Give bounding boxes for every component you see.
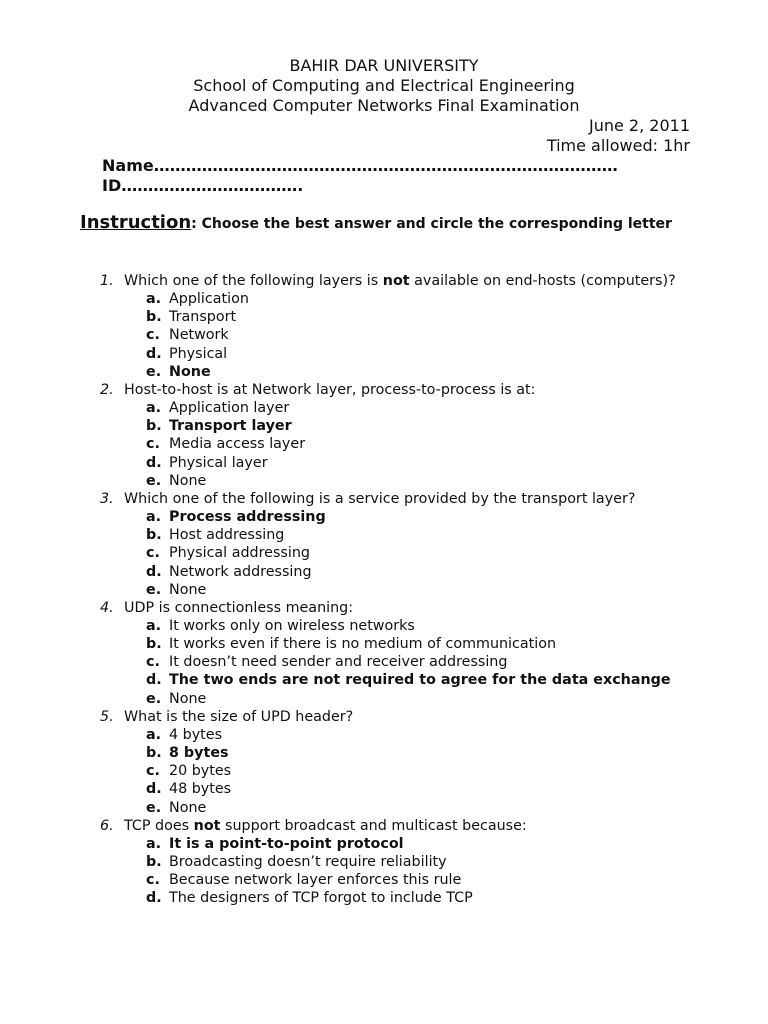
option-text: Network — [169, 327, 229, 344]
question-text — [124, 599, 680, 617]
id-field: ID……………………………. — [102, 176, 304, 195]
question-stem — [100, 708, 680, 726]
option-text: Transport — [169, 309, 237, 326]
question-text-emphasis: not — [382, 273, 410, 289]
answer-option — [146, 563, 680, 581]
option-text: Because network layer enforces this rule — [169, 872, 462, 889]
answer-option — [146, 290, 680, 308]
answer-option — [146, 363, 680, 381]
answer-options — [146, 290, 680, 381]
option-letter: c. — [146, 763, 160, 780]
question-text — [124, 490, 680, 508]
option-text-correct: The two ends are not required to agree for the data exchange — [169, 672, 671, 689]
option-text: It works only on wireless networks — [169, 617, 415, 634]
question-1 — [100, 272, 680, 381]
question-text-part: Which one of the following layers is — [124, 273, 383, 289]
option-text: Physical addressing — [169, 545, 310, 562]
option-letter: c. — [146, 436, 160, 453]
option-letter: b. — [146, 418, 162, 435]
option-letter: d. — [146, 454, 162, 471]
option-text: 20 bytes — [169, 763, 232, 780]
option-letter: b. — [146, 309, 162, 326]
answer-option — [146, 799, 680, 817]
answer-option — [146, 853, 680, 871]
exam-title: Advanced Computer Networks Final Examination — [188, 96, 580, 115]
option-text-correct: Process addressing — [169, 509, 326, 526]
option-text: 4 bytes — [169, 726, 223, 743]
question-stem — [100, 272, 680, 290]
option-text: Physical — [169, 345, 228, 362]
option-letter: b. — [146, 745, 162, 762]
option-letter: e. — [146, 363, 162, 380]
option-letter: a. — [146, 726, 162, 743]
answer-options — [146, 399, 680, 490]
option-text: Host addressing — [169, 527, 285, 544]
question-4 — [100, 599, 680, 708]
question-text-part: TCP does — [124, 817, 194, 834]
option-text-correct: Transport layer — [169, 418, 292, 435]
option-text: 48 bytes — [169, 781, 232, 798]
option-letter: a. — [146, 617, 162, 634]
option-letter: a. — [146, 509, 162, 526]
instruction-text: : Choose the best answer and circle the corresponding letter — [191, 216, 672, 232]
instruction — [80, 214, 690, 233]
option-text: Broadcasting doesn’t require reliability — [169, 854, 447, 870]
option-text: None — [169, 581, 207, 598]
question-text-part: Which one of the following is a service provided by the transport layer? — [124, 490, 636, 507]
question-number: 2. — [100, 381, 114, 398]
answer-option — [146, 581, 680, 599]
answer-options — [146, 726, 680, 817]
answer-option — [146, 417, 680, 435]
question-text-part: available on end-hosts (computers)? — [409, 273, 676, 289]
option-letter: d. — [146, 672, 162, 689]
option-text-correct: None — [169, 363, 211, 380]
answer-options — [146, 508, 680, 599]
answer-option — [146, 472, 680, 490]
question-text — [124, 381, 680, 399]
exam-header — [0, 56, 768, 116]
option-letter: a. — [146, 400, 162, 417]
question-6 — [100, 817, 680, 908]
option-text: Application layer — [169, 400, 290, 417]
school-name: School of Computing and Electrical Engineering — [193, 76, 575, 95]
option-text: The designers of TCP forgot to include TCP — [169, 890, 473, 907]
university-name: BAHIR DAR UNIVERSITY — [289, 56, 479, 75]
answer-option — [146, 690, 680, 708]
option-letter: a. — [146, 291, 162, 308]
question-text-part: UDP is connectionless meaning: — [124, 599, 354, 616]
time-allowed: Time allowed: 1hr — [546, 136, 690, 155]
question-text-emphasis: not — [193, 817, 221, 834]
option-letter: b. — [146, 854, 162, 870]
option-letter: a. — [146, 835, 162, 852]
question-text — [124, 817, 680, 835]
option-letter: c. — [146, 654, 160, 671]
question-text-part: What is the size of UPD header? — [124, 708, 354, 725]
option-letter: d. — [146, 781, 162, 798]
option-letter: b. — [146, 636, 162, 653]
answer-option — [146, 653, 680, 671]
answer-option — [146, 835, 680, 853]
option-text: Media access layer — [169, 436, 306, 453]
question-text-part: support broadcast and multicast because: — [220, 817, 527, 834]
answer-option — [146, 744, 680, 762]
question-number: 4. — [100, 599, 114, 616]
option-text: It works even if there is no medium of communication — [169, 636, 557, 653]
answer-option — [146, 617, 680, 635]
option-letter: c. — [146, 872, 160, 889]
answer-option — [146, 308, 680, 326]
option-letter: e. — [146, 472, 162, 489]
option-text: None — [169, 799, 207, 816]
question-text — [124, 272, 680, 290]
name-field: Name…………………………………………………………………………… — [102, 156, 618, 175]
question-text — [124, 708, 680, 726]
answer-option — [146, 345, 680, 363]
option-letter: e. — [146, 581, 162, 598]
option-text: Network addressing — [169, 563, 312, 580]
option-letter: d. — [146, 345, 162, 362]
answer-option — [146, 544, 680, 562]
option-letter: b. — [146, 527, 162, 544]
answer-option — [146, 762, 680, 780]
option-text: None — [169, 690, 207, 707]
question-number: 3. — [100, 490, 114, 507]
question-number: 5. — [100, 708, 114, 725]
option-text-correct: 8 bytes — [169, 745, 229, 762]
question-text-part: Host-to-host is at Network layer, process-to-process is at: — [124, 381, 536, 398]
answer-option — [146, 454, 680, 472]
question-number: 1. — [100, 273, 114, 289]
answer-options — [146, 835, 680, 908]
answer-option — [146, 508, 680, 526]
question-number: 6. — [100, 817, 114, 834]
answer-option — [146, 726, 680, 744]
exam-date: June 2, 2011 — [589, 116, 690, 135]
option-letter: e. — [146, 799, 162, 816]
option-letter: c. — [146, 545, 160, 562]
question-2 — [100, 381, 680, 490]
answer-option — [146, 635, 680, 653]
answer-options — [146, 617, 680, 708]
question-stem — [100, 817, 680, 835]
answer-option — [146, 780, 680, 798]
option-letter: e. — [146, 690, 162, 707]
question-stem — [100, 599, 680, 617]
question-stem — [100, 490, 680, 508]
answer-option — [146, 399, 680, 417]
answer-option — [146, 435, 680, 453]
option-letter: c. — [146, 327, 160, 344]
answer-option — [146, 889, 680, 907]
question-5 — [100, 708, 680, 817]
answer-option — [146, 871, 680, 889]
answer-option — [146, 526, 680, 544]
option-letter: d. — [146, 890, 162, 907]
question-list — [100, 272, 680, 907]
option-text: Physical layer — [169, 454, 268, 471]
option-text: None — [169, 472, 207, 489]
option-text-correct: It is a point-to-point protocol — [169, 835, 404, 852]
answer-option — [146, 326, 680, 344]
option-text: Application — [169, 291, 249, 308]
answer-option — [146, 671, 680, 689]
question-stem — [100, 381, 680, 399]
option-letter: d. — [146, 563, 162, 580]
instruction-label: Instruction — [80, 212, 192, 233]
option-text: It doesn’t need sender and receiver addressing — [169, 654, 508, 671]
question-3 — [100, 490, 680, 599]
